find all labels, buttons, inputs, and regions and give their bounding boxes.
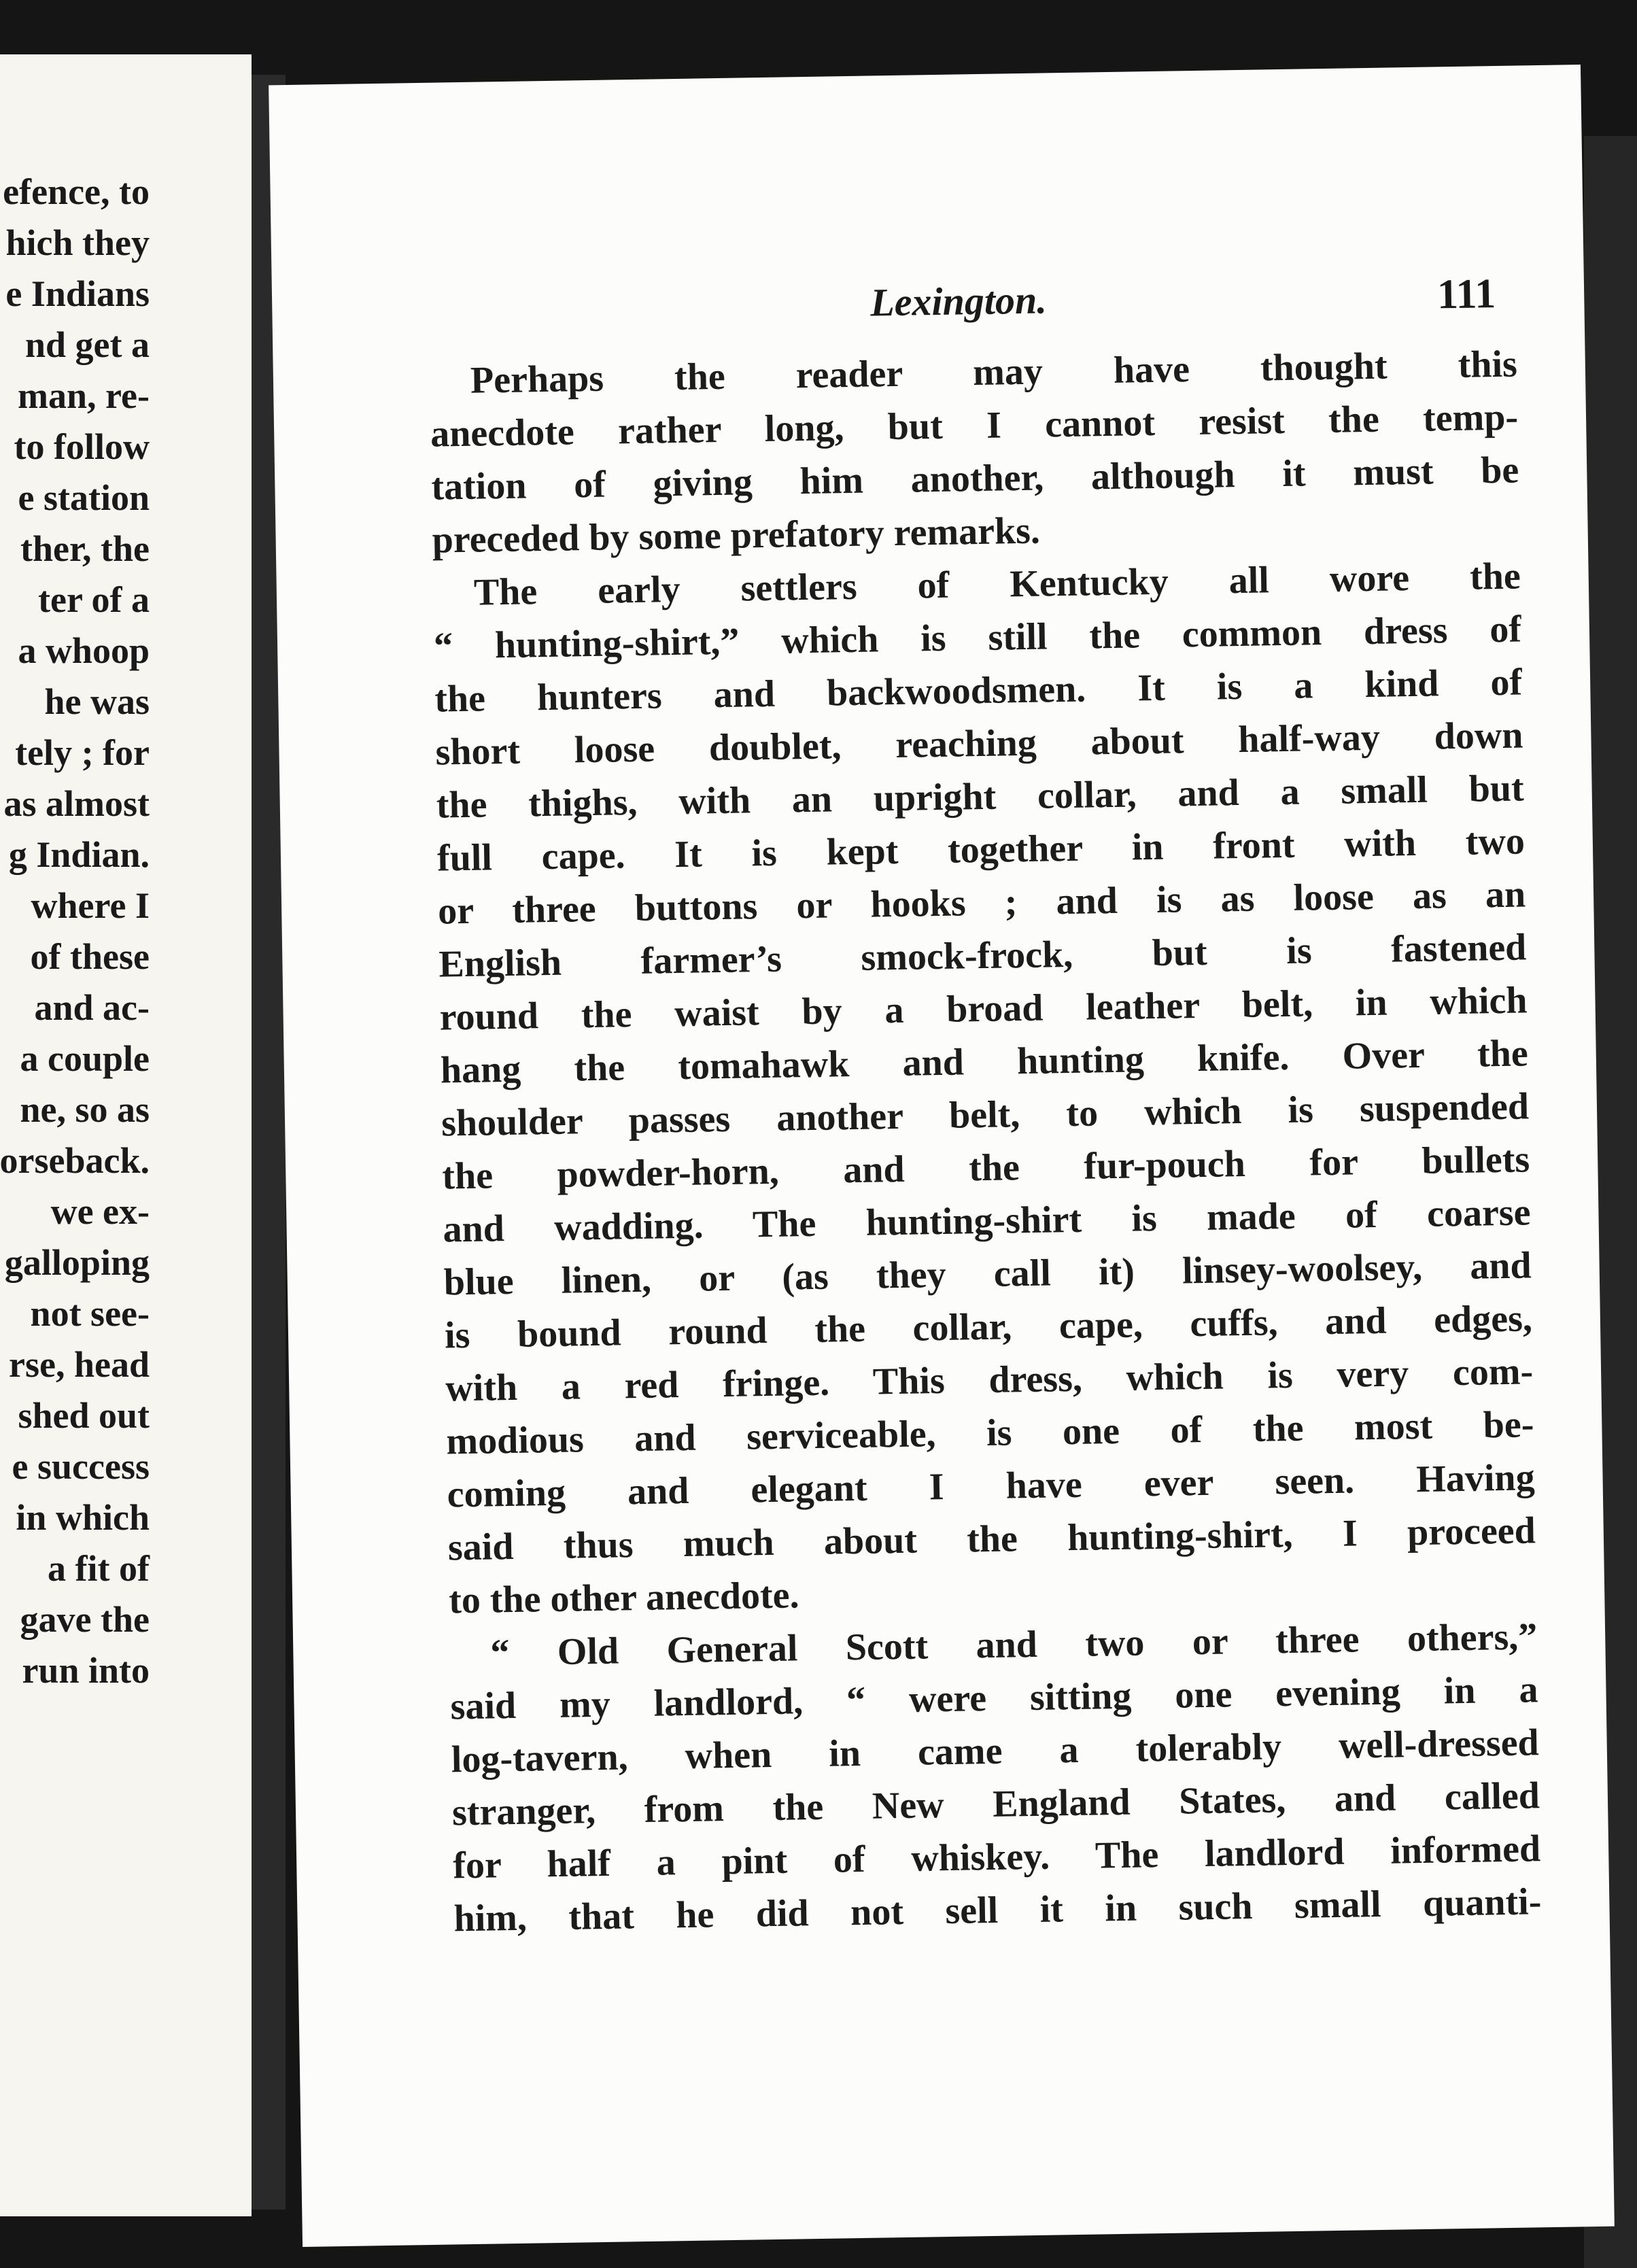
facing-page-line: to follow — [14, 426, 150, 467]
facing-page-line: ter of a — [38, 579, 150, 620]
page-number: 111 — [1436, 271, 1496, 318]
text-line: round the waist by a broad leather belt, in which — [439, 979, 1528, 1039]
text-line: log-tavern, when in came a tolerably well-dressed — [451, 1721, 1540, 1781]
text-line: the thighs, with an upright collar, and a small but — [436, 767, 1525, 827]
text-line: blue linen, or (as they call it) linsey-woolsey, and — [443, 1244, 1532, 1304]
facing-page-line: efence, to — [3, 171, 150, 212]
facing-page-line: and ac- — [34, 987, 150, 1028]
text-line: with a red fringe. This dress, which is very com- — [445, 1350, 1534, 1410]
text-line: “ Old General Scott and two or three others,” — [489, 1615, 1538, 1674]
text-line: him, that he did not sell it in such small quanti- — [453, 1880, 1542, 1940]
text-line: for half a pint of whiskey. The landlord informed — [452, 1827, 1541, 1887]
facing-page-line: he was — [44, 681, 150, 722]
facing-page-line: hich they — [5, 222, 150, 263]
text-line: to the other anecdote. — [448, 1574, 799, 1622]
facing-page-line: nd get a — [24, 324, 150, 365]
book-page — [269, 65, 1615, 2247]
text-line: the hunters and backwoodsmen. It is a kind of — [434, 661, 1523, 721]
facing-page-line: e success — [12, 1446, 150, 1487]
text-line: shoulder passes another belt, to which is suspended — [441, 1085, 1530, 1145]
facing-page — [0, 54, 252, 2216]
facing-page-line: tely ; for — [15, 732, 150, 773]
text-line: stranger, from the New England States, and called — [451, 1774, 1540, 1834]
facing-page-line: orseback. — [0, 1140, 150, 1181]
text-line: said thus much about the hunting-shirt, I proceed — [447, 1509, 1536, 1569]
text-line: modious and serviceable, is one of the most be- — [446, 1403, 1534, 1463]
facing-page-line: in which — [16, 1497, 150, 1538]
text-line: or three buttons or hooks ; and is as loose as an — [437, 873, 1526, 933]
facing-page-line: ther, the — [20, 528, 150, 569]
text-line: short loose doublet, reaching about half-way down — [435, 714, 1523, 774]
facing-page-line: ne, so as — [20, 1089, 150, 1130]
text-line: the powder-horn, and the fur-pouch for bullets — [441, 1138, 1530, 1198]
text-line: coming and elegant I have ever seen. Having — [447, 1456, 1536, 1516]
text-line: English farmer’s smock-frock, but is fastened — [438, 926, 1527, 986]
page-body — [429, 338, 1542, 1946]
facing-page-line: a whoop — [18, 630, 150, 671]
facing-page-line: galloping — [4, 1242, 150, 1283]
text-line: full cape. It is kept together in front with two — [436, 820, 1526, 880]
facing-page-line: as almost — [3, 783, 150, 824]
facing-page-line: shed out — [18, 1395, 150, 1436]
facing-page-line: e station — [18, 477, 150, 518]
facing-page-line: g Indian. — [8, 834, 150, 875]
text-line: Perhaps the reader may have thought this — [470, 343, 1518, 402]
text-line: is bound round the collar, cape, cuffs, and edges, — [444, 1297, 1533, 1357]
facing-page-line: we ex- — [50, 1191, 150, 1232]
running-title: Lexington. — [869, 277, 1048, 325]
facing-page-line: rse, head — [9, 1344, 150, 1385]
facing-page-line: gave the — [20, 1599, 150, 1640]
text-line: anecdote rather long, but I cannot resist the temp- — [430, 396, 1519, 456]
page-header — [442, 270, 1496, 341]
facing-page-line: of these — [30, 936, 150, 977]
facing-page-line: a couple — [20, 1038, 150, 1079]
text-line: and wadding. The hunting-shirt is made of coarse — [443, 1191, 1531, 1251]
facing-page-line: not see- — [30, 1293, 150, 1334]
text-line: hang the tomahawk and hunting knife. Over the — [440, 1032, 1529, 1092]
facing-page-line: run into — [22, 1650, 150, 1691]
text-line: tation of giving him another, although it must be — [430, 449, 1519, 509]
text-line: “ hunting-shirt,” which is still the common dress of — [433, 608, 1522, 668]
facing-page-line: man, re- — [18, 375, 150, 416]
facing-page-line: where I — [31, 885, 150, 926]
text-line: said my landlord, “ were sitting one evening in a — [450, 1668, 1538, 1728]
text-line: preceded by some prefatory remarks. — [432, 509, 1041, 562]
text-line: The early settlers of Kentucky all wore the — [473, 555, 1521, 614]
facing-page-line: a fit of — [48, 1548, 150, 1589]
facing-page-line: e Indians — [5, 273, 150, 314]
